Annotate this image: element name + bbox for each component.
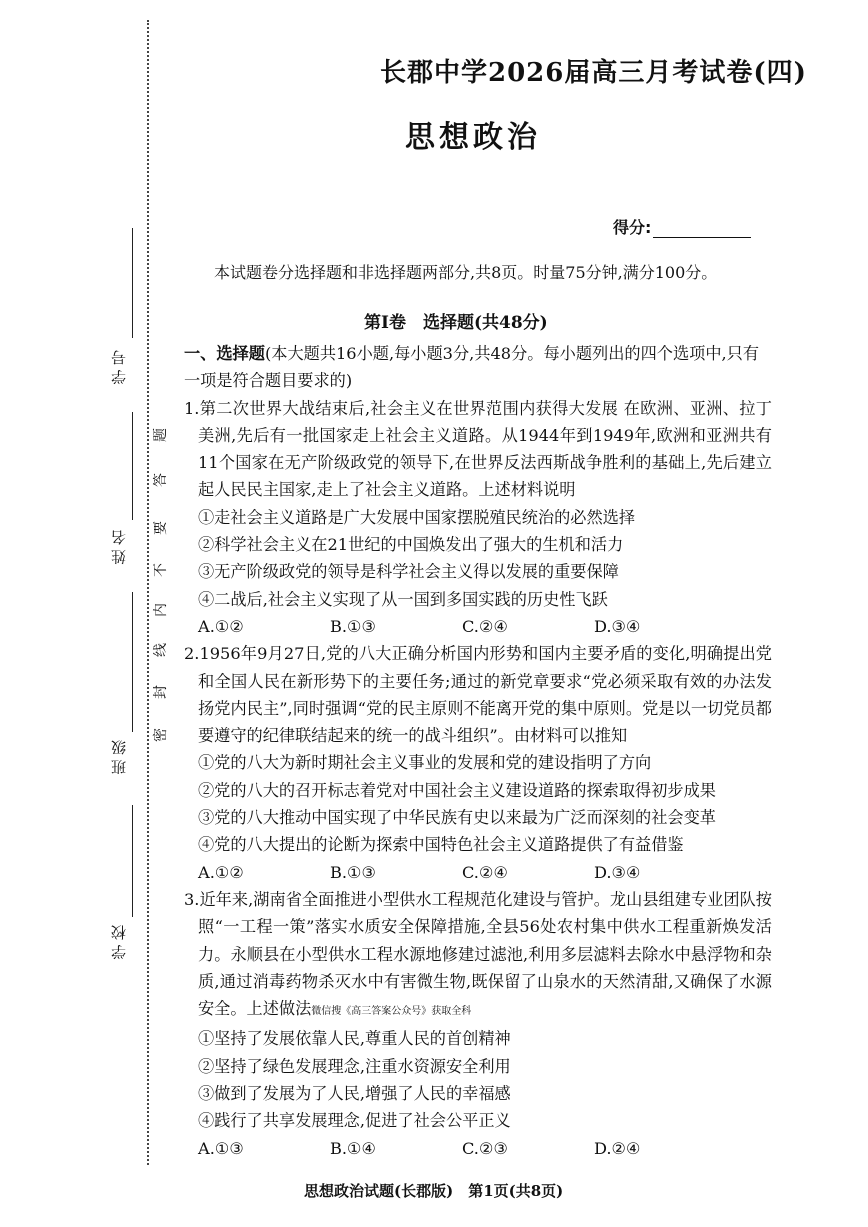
question-option: ②党的八大的召开标志着党对中国社会主义建设道路的探索取得初步成果 <box>198 780 716 800</box>
name-label: 姓 名 <box>110 530 128 565</box>
question-stem <box>184 886 772 1025</box>
question-option: ①走社会主义道路是广大发展中国家摆脱殖民统治的必然选择 <box>198 507 636 527</box>
student-id-field[interactable] <box>132 228 133 338</box>
seal-char: 答 <box>153 473 169 487</box>
seal-char: 要 <box>153 521 169 535</box>
score-label: 得分: <box>613 218 652 237</box>
section-heading <box>184 340 772 395</box>
school-field[interactable] <box>132 805 133 917</box>
class-field[interactable] <box>132 592 133 732</box>
seal-char: 封 <box>153 685 169 699</box>
answer-choices <box>184 613 772 640</box>
page-footer: 思想政治试题(长郡版) 第1页(共8页) <box>304 1182 564 1200</box>
question-option: ②坚持了绿色发展理念,注重水资源安全利用 <box>198 1056 511 1076</box>
answer-choice[interactable]: C.②④ <box>462 616 508 636</box>
watermark-text: 微信搜《高三答案公众号》获取全科 <box>311 1006 472 1018</box>
student-id-label: 学 号 <box>110 350 128 385</box>
question-option: ③做到了发展为了人民,增强了人民的幸福感 <box>198 1084 511 1104</box>
seal-dotted-line <box>147 20 149 1165</box>
question-option: ④党的八大提出的论断为探索中国特色社会主义道路提供了有益借鉴 <box>198 835 684 855</box>
section-heading-rest: (本大题共16小题,每小题3分,共48分。每小题列出的四个选项中,只有一项是符合题目要求的) <box>184 344 760 391</box>
part-title: 第Ⅰ卷 选择题(共48分) <box>364 313 548 333</box>
answer-choice[interactable]: A.①③ <box>198 1138 244 1158</box>
answer-choice[interactable]: C.②③ <box>462 1138 508 1158</box>
answer-choice[interactable]: D.②④ <box>594 1138 641 1158</box>
exam-title: 长郡中学2026届高三月考试卷(四) <box>380 58 807 88</box>
subject-title: 思想政治 <box>405 120 541 155</box>
answer-choice[interactable]: A.①② <box>198 862 244 882</box>
question-option: ③无产阶级政党的领导是科学社会主义得以发展的重要保障 <box>198 562 619 582</box>
seal-char: 内 <box>153 603 169 617</box>
answer-choice[interactable]: D.③④ <box>594 862 641 882</box>
answer-choice[interactable]: B.①④ <box>330 1138 377 1158</box>
answer-choice[interactable]: C.②④ <box>462 862 508 882</box>
question-list <box>184 340 772 1162</box>
exam-page <box>180 0 807 1227</box>
question-stem: 1.第二次世界大战结束后,社会主义在世界范围内获得大发展 在欧洲、亚洲、拉丁美洲,先后有一批国家走上社会主义道路。从1944年到1949年,欧洲和亚洲共有11个国家在无产阶级政党的领导下,在世界反法西斯战争胜利的基础上,先后建立起人民民主国家,走上了社会主义道路。上述材料说明 <box>184 398 772 500</box>
class-label: 班 级 <box>110 740 128 775</box>
binding-strip <box>0 0 169 1227</box>
question-stem-text: 3.近年来,湖南省全面推进小型供水工程规范化建设与管护。龙山县组建专业团队按照“一工程一策”落实水质安全保障措施,全县56处农村集中供水工程重新焕发活力。永顺县在小型供水工程水源地修建过滤池,利用多层滤料去除水中悬浮物和杂质,通过消毒药物杀灭水中有害微生物,既保留了山泉水的天然清甜,又确保了水源安全。上述做法 <box>184 889 772 1019</box>
score-field[interactable] <box>653 221 751 238</box>
question-stem: 2.1956年9月27日,党的八大正确分析国内形势和国内主要矛盾的变化,明确提出党和全国人民在新形势下的主要任务;通过的新党章要求“党必须采取有效的办法发扬党内民主”,同时强调“党的民主原则不能离开党的集中原则。党是以一切党员都要遵守的纪律联结起来的统一的战斗组织”。由材料可以推知 <box>184 644 772 746</box>
answer-choice[interactable]: D.③④ <box>594 616 641 636</box>
seal-char: 题 <box>153 428 169 442</box>
section-heading-bold: 一、选择题 <box>184 344 265 363</box>
answer-choices <box>184 859 772 886</box>
seal-char: 密 <box>153 728 169 742</box>
answer-choice[interactable]: A.①② <box>198 616 244 636</box>
question-option: ①党的八大为新时期社会主义事业的发展和党的建设指明了方向 <box>198 753 652 773</box>
question-option: ③党的八大推动中国实现了中华民族有史以来最为广泛而深刻的社会变革 <box>198 808 716 828</box>
question-option: ④践行了共享发展理念,促进了社会公平正义 <box>198 1111 511 1131</box>
exam-intro: 本试题卷分选择题和非选择题两部分,共8页。时量75分钟,满分100分。 <box>214 263 718 282</box>
answer-choice[interactable]: B.①③ <box>330 862 377 882</box>
score-box <box>613 215 751 238</box>
seal-char: 不 <box>153 563 169 577</box>
question-option: ④二战后,社会主义实现了从一国到多国实践的历史性飞跃 <box>198 589 608 609</box>
answer-choices <box>184 1135 772 1162</box>
answer-choice[interactable]: B.①③ <box>330 616 377 636</box>
question-option: ②科学社会主义在21世纪的中国焕发出了强大的生机和活力 <box>198 535 624 555</box>
seal-char: 线 <box>153 643 169 657</box>
school-label: 学 校 <box>110 925 128 960</box>
name-field[interactable] <box>132 412 133 520</box>
question-option: ①坚持了发展依靠人民,尊重人民的首创精神 <box>198 1029 511 1049</box>
